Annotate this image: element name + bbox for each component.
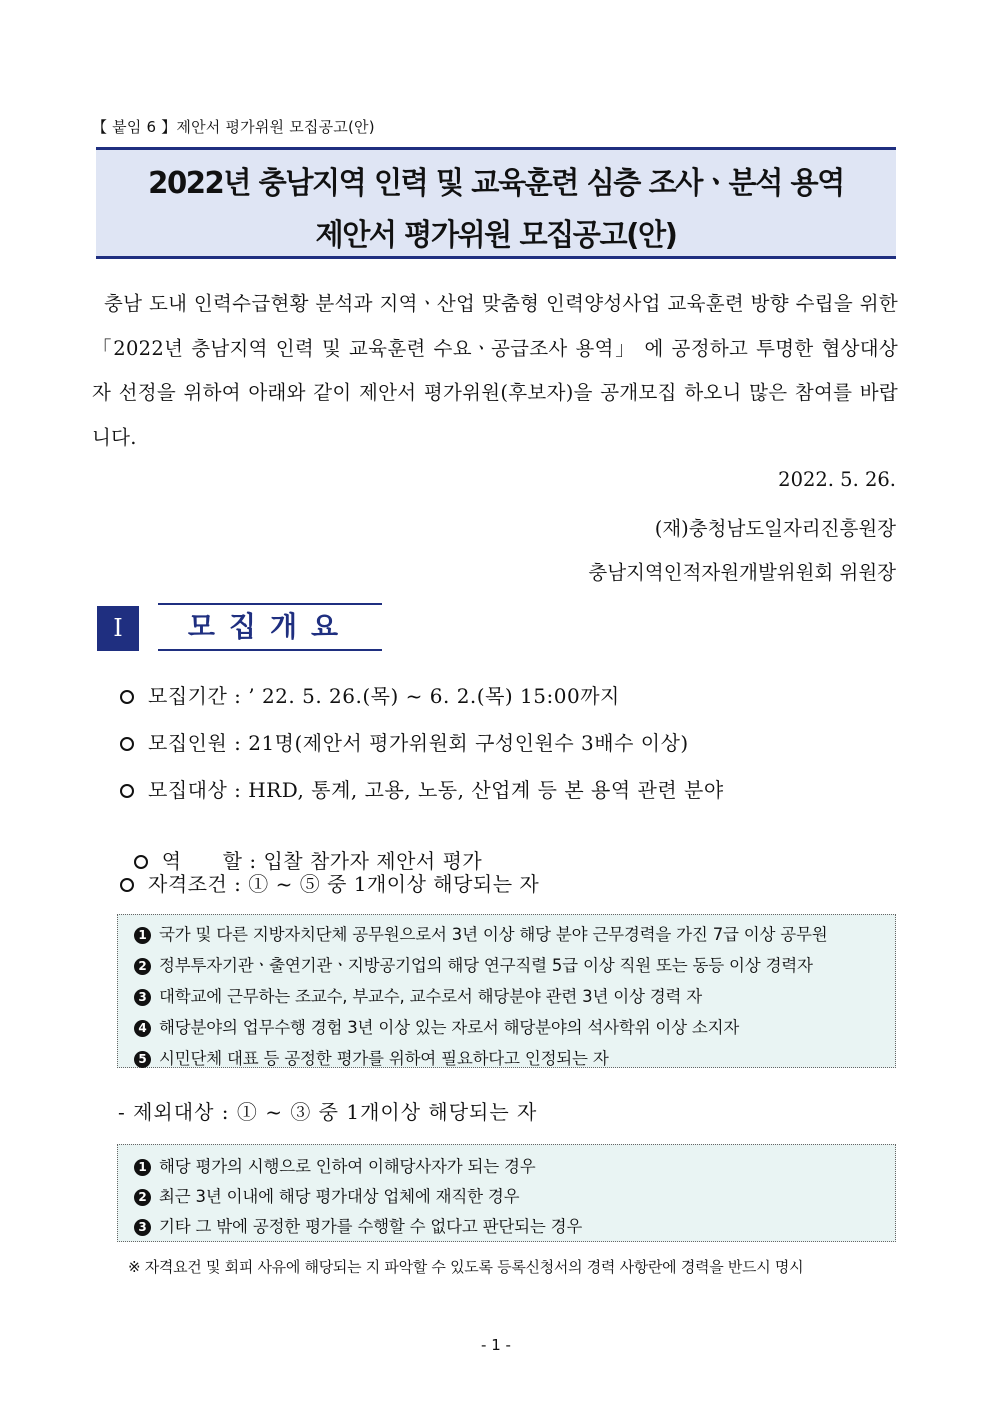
- item-text: 모집기간 : ’ 22. 5. 26.(목) ~ 6. 2.(목) 15:00까지: [148, 684, 620, 708]
- qualification-item: [134, 1014, 739, 1038]
- circle-bullet-icon: [120, 690, 134, 704]
- number-badge-icon: 1: [134, 927, 151, 944]
- qualification-item: [134, 952, 813, 976]
- circle-bullet-icon: [134, 855, 148, 869]
- exclusion-text: 해당 평가의 시행으로 인하여 이해당사자가 되는 경우: [159, 1157, 536, 1176]
- announcement-date: 2022. 5. 26.: [778, 468, 896, 491]
- item-text: 모집대상 : HRD, 통계, 고용, 노동, 산업계 등 본 용역 관련 분야: [148, 778, 724, 802]
- exclusion-item: [134, 1183, 519, 1207]
- title-line-1: 2022년 충남지역 인력 및 교육훈련 심층 조사ㆍ분석 용역: [148, 166, 844, 201]
- intro-paragraph: 충남 도내 인력수급현황 분석과 지역ㆍ산업 맞춤형 인력양성사업 교육훈련 방향 수립을 위한「2022년 충남지역 인력 및 교육훈련 수요ㆍ공급조사 용역」 에 공정하고 투명한 협상대상자 선정을 위하여 아래와 같이 제안서 평가위원(후보자)을 공개모집 하오니 많은 참여를 바랍니다.: [92, 292, 898, 449]
- list-item: [120, 680, 620, 709]
- list-item: [120, 774, 724, 803]
- number-badge-icon: 4: [134, 1020, 151, 1037]
- circle-bullet-icon: [120, 737, 134, 751]
- exclusion-text: 최근 3년 이내에 해당 평가대상 업체에 재직한 경우: [159, 1187, 520, 1206]
- issuer-org-2: 충남지역인적자원개발위원회 위원장: [588, 561, 896, 584]
- document-title-box: [96, 147, 896, 259]
- number-badge-icon: 5: [134, 1051, 151, 1068]
- section-title: 모집개요: [158, 603, 382, 651]
- title-line-2: 제안서 평가위원 모집공고(안): [315, 218, 677, 253]
- qualification-text: 시민단체 대표 등 공정한 평가를 위하여 필요하다고 인정되는 자: [159, 1049, 609, 1068]
- issuer-org-1: (재)충청남도일자리진흥원장: [654, 517, 896, 540]
- qualification-item: [134, 921, 828, 945]
- circle-bullet-icon: [120, 878, 134, 892]
- list-item: [120, 821, 482, 874]
- number-badge-icon: 3: [134, 1219, 151, 1236]
- footnote: ※ 자격요건 및 회피 사유에 해당되는 지 파악할 수 있도록 등록신청서의 경력 사항란에 경력을 반드시 명시: [128, 1258, 804, 1276]
- exclusion-text: 기타 그 밖에 공정한 평가를 수행할 수 없다고 판단되는 경우: [159, 1217, 583, 1236]
- number-badge-icon: 2: [134, 1189, 151, 1206]
- number-badge-icon: 3: [134, 989, 151, 1006]
- qualification-text: 해당분야의 업무수행 경험 3년 이상 있는 자로서 해당분야의 석사학위 이상 소지자: [159, 1018, 740, 1037]
- list-item: [120, 727, 689, 756]
- qualification-item: [134, 1045, 609, 1069]
- qualifications-box: [117, 914, 896, 1068]
- qualification-item: [134, 983, 702, 1007]
- number-badge-icon: 2: [134, 958, 151, 975]
- item-text: 역 할 : 입찰 참가자 제안서 평가: [161, 849, 483, 873]
- circle-bullet-icon: [120, 784, 134, 798]
- section-number: Ⅰ: [97, 606, 139, 651]
- exclusion-item: [134, 1213, 582, 1237]
- exclusions-box: [117, 1144, 896, 1242]
- exclusion-heading: - 제외대상 : ① ~ ③ 중 1개이상 해당되는 자: [118, 1100, 538, 1124]
- exclusion-item: [134, 1153, 536, 1177]
- list-item: [120, 868, 539, 897]
- item-text: 모집인원 : 21명(제안서 평가위원회 구성인원수 3배수 이상): [148, 731, 689, 755]
- item-text: 자격조건 : ① ~ ⑤ 중 1개이상 해당되는 자: [148, 872, 540, 896]
- page-number: - 1 -: [481, 1336, 511, 1354]
- qualification-text: 국가 및 다른 지방자치단체 공무원으로서 3년 이상 해당 분야 근무경력을 가진 7급 이상 공무원: [159, 925, 828, 944]
- number-badge-icon: 1: [134, 1159, 151, 1176]
- qualification-text: 대학교에 근무하는 조교수, 부교수, 교수로서 해당분야 관련 3년 이상 경력 자: [159, 987, 703, 1006]
- attachment-label: 【 붙임 6 】제안서 평가위원 모집공고(안): [92, 118, 375, 136]
- qualification-text: 정부투자기관ㆍ출연기관ㆍ지방공기업의 해당 연구직렬 5급 이상 직원 또는 동등 이상 경력자: [159, 956, 813, 975]
